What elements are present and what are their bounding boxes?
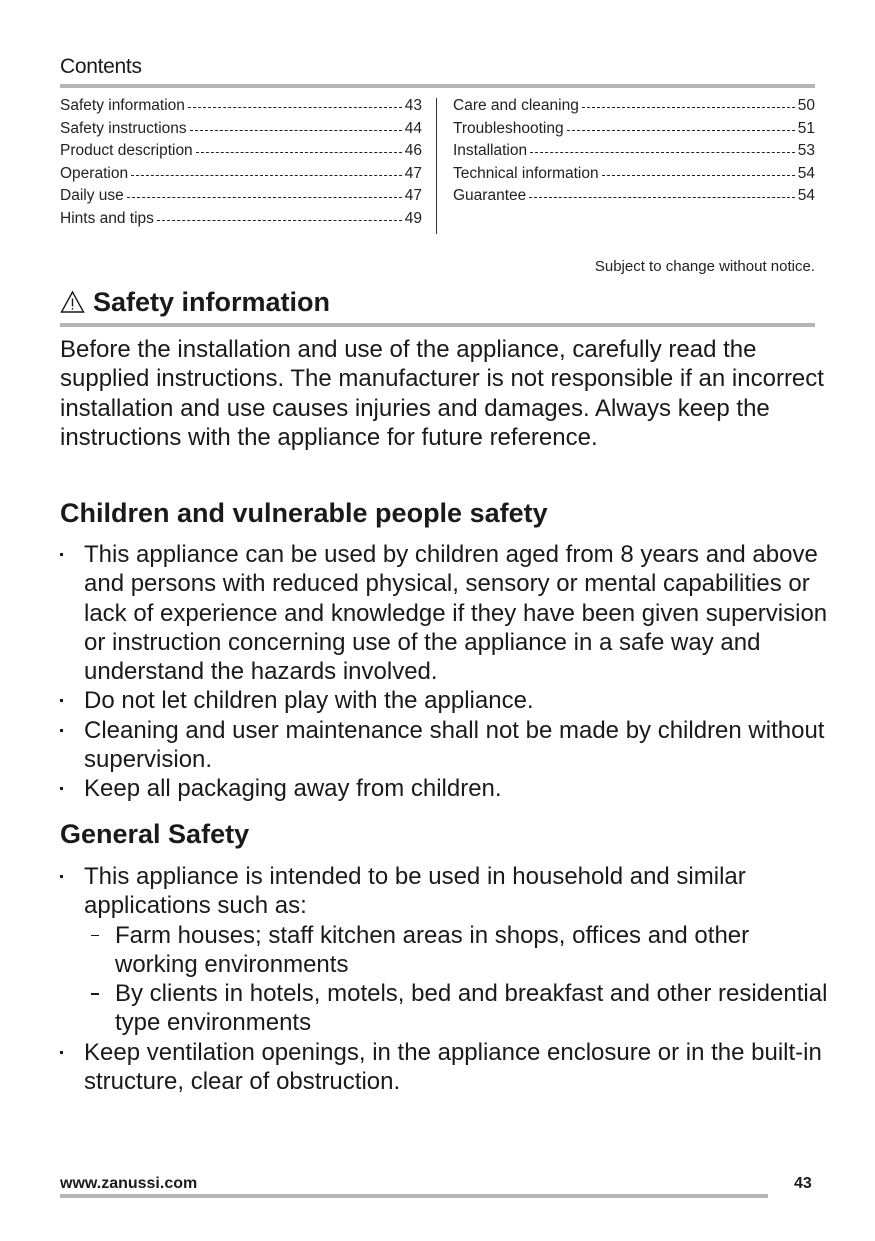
- sublist-item: By clients in hotels, motels, bed and breakfast and other residential type environments: [84, 979, 830, 1038]
- toc-entry[interactable]: Hints and tips 49: [60, 209, 422, 227]
- change-notice: Subject to change without notice.: [594, 258, 815, 275]
- toc-entry[interactable]: Care and cleaning 50: [453, 97, 815, 114]
- children-safety-heading: Children and vulnerable people safety: [60, 498, 548, 528]
- toc-entry[interactable]: Guarantee 54: [453, 187, 815, 205]
- toc-divider: [436, 98, 437, 234]
- list-item: Cleaning and user maintenance shall not be made by children without supervision.: [60, 716, 830, 775]
- toc-entry[interactable]: Safety instructions 44: [60, 119, 422, 137]
- usage-sublist: [84, 921, 830, 1038]
- toc-entry[interactable]: Product description 46: [60, 142, 422, 160]
- list-item: Keep all packaging away from children.: [60, 774, 830, 803]
- warning-triangle-icon: [60, 290, 85, 314]
- list-item: This appliance can be used by children aged from 8 years and above and persons with reduced physical, sensory or mental capabilities or lack of experience and knowledge if they have been given supervision or instruction concerning use of the appliance in a safe way and understand the hazards involved.: [60, 540, 830, 686]
- toc-entry[interactable]: Technical information 54: [453, 164, 815, 182]
- safety-rule: [60, 323, 815, 327]
- safety-intro-paragraph: Before the installation and use of the appliance, carefully read the supplied instructions. The manufacturer is not responsible if an incorrect installation and use causes injuries and damages. Always keep the instructions with the appliance for future reference.: [60, 336, 824, 451]
- footer-website-link[interactable]: www.zanussi.com: [60, 1175, 198, 1192]
- list-item: Do not let children play with the appliance.: [60, 686, 830, 715]
- toc-entry[interactable]: Installation 53: [453, 142, 815, 160]
- children-safety-list: [60, 540, 830, 804]
- toc-entry[interactable]: Troubleshooting 51: [453, 119, 815, 137]
- toc-entry[interactable]: Daily use 47: [60, 187, 422, 205]
- general-safety-list: [60, 862, 830, 1096]
- contents-rule: [60, 84, 815, 88]
- safety-information-title: Safety information: [93, 286, 331, 317]
- toc-left-column: [60, 97, 422, 233]
- contents-heading: Contents: [60, 55, 142, 78]
- safety-information-heading: [60, 284, 330, 320]
- footer-rule: [60, 1194, 768, 1198]
- list-item: This appliance is intended to be used in household and similar applications such as: Farm houses; staff kitchen areas in shops, offices and other working environments By clients in hotels, motels, bed and breakfast and other residential type environments: [60, 862, 830, 1038]
- page-number: 43: [794, 1175, 812, 1192]
- list-item: Keep ventilation openings, in the appliance enclosure or in the built-in structure, clear of obstruction.: [60, 1038, 830, 1097]
- toc-right-column: [453, 97, 815, 210]
- toc-entry[interactable]: Operation 47: [60, 164, 422, 182]
- toc-entry[interactable]: Safety information 43: [60, 97, 422, 114]
- sublist-item: Farm houses; staff kitchen areas in shops, offices and other working environments: [84, 921, 830, 980]
- general-safety-heading: General Safety: [60, 819, 250, 849]
